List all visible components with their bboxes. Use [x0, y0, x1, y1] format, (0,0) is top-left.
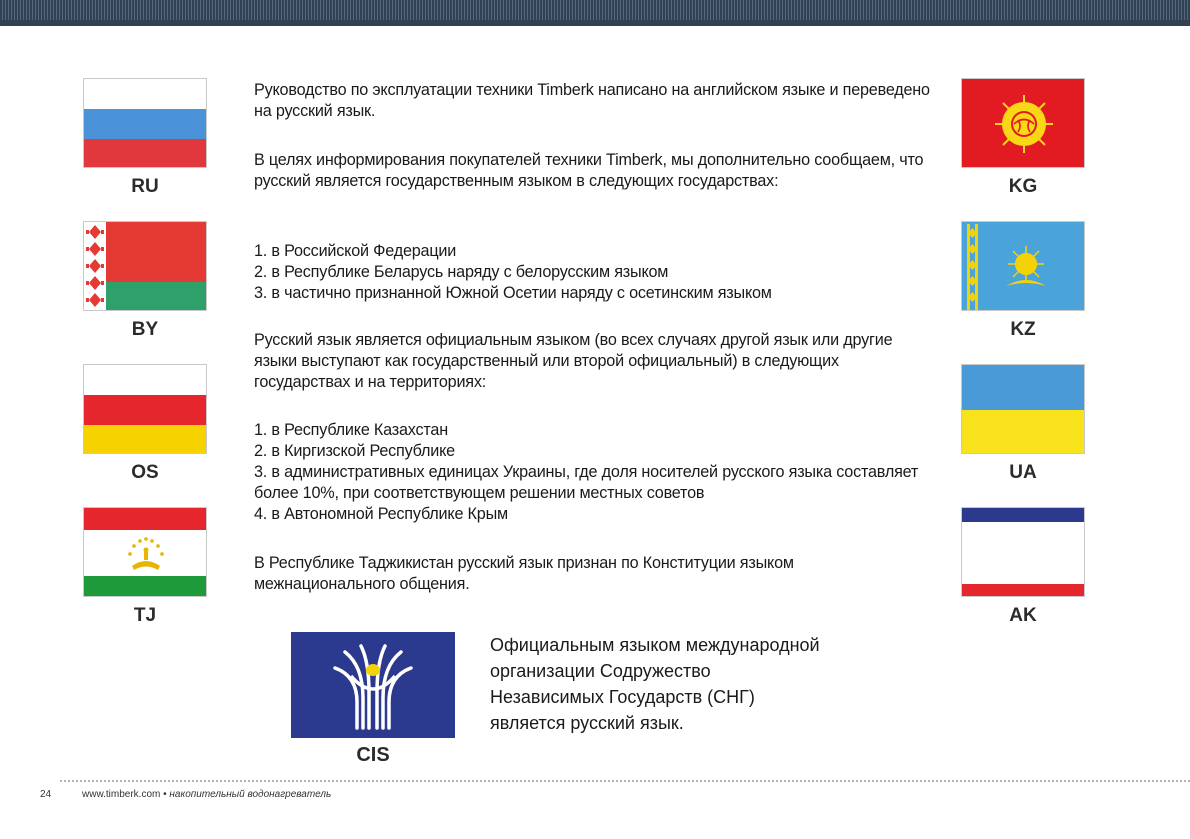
- paragraph-state-language: В целях информирования покупателей техники Timberk, мы дополнительно сообщаем, что русский является государственным языком в следующих государствах:: [254, 151, 924, 190]
- list-item: 2. в Республике Беларусь наряду с белорусским языком: [254, 263, 669, 281]
- cis-text-line: Официальным языком международной: [490, 635, 820, 655]
- intro-paragraph: [254, 80, 934, 122]
- cis-text-line: Независимых Государств (СНГ): [490, 687, 755, 707]
- tajikistan-paragraph: [254, 553, 934, 595]
- state-language-paragraph: [254, 150, 934, 192]
- paragraph-english-manual: Руководство по эксплуатации техники Timberk написано на английском языке и переведено на русский язык.: [254, 81, 930, 120]
- list-item: 2. в Киргизской Республике: [254, 442, 455, 460]
- flag-code-kz: KZ: [1010, 319, 1036, 340]
- list-item: 1. в Российской Федерации: [254, 242, 457, 260]
- flag-ukraine: [961, 364, 1085, 454]
- page-number: 24: [40, 789, 52, 800]
- flag-code-by: BY: [131, 319, 159, 340]
- list-item: 3. в административных единицах Украины, где доля носителей русского языка составляет более 10%, при соответствующем решении местных советов: [254, 463, 919, 502]
- paragraph-official-language: Русский язык является официальным языком (во всех случаях другой язык или другие языки выступают как государственный или второй официальный) в следующих государствах и на территориях:: [254, 331, 893, 391]
- flag-code-os: OS: [131, 462, 159, 483]
- footer-site-link[interactable]: www.timberk.com: [82, 789, 161, 800]
- cis-text: [490, 632, 910, 736]
- state-language-list: [254, 241, 934, 304]
- paragraph-tajikistan: В Республике Таджикистан русский язык признан по Конституции языком межнационального общения.: [254, 554, 794, 593]
- cis-code: CIS: [356, 744, 390, 766]
- flag-code-ua: UA: [1009, 462, 1037, 483]
- flag-code-kg: KG: [1008, 176, 1038, 197]
- flag-code-tj: TJ: [133, 605, 157, 626]
- footer: [40, 789, 331, 800]
- list-item: 1. в Республике Казахстан: [254, 421, 448, 439]
- flag-crimea: [961, 507, 1085, 597]
- footer-divider: [60, 780, 1190, 782]
- footer-separator: •: [160, 789, 170, 800]
- flag-belarus: [83, 221, 207, 311]
- footer-subtitle: накопительный водонагреватель: [169, 789, 332, 800]
- flag-south-ossetia: [83, 364, 207, 454]
- flag-russia: [83, 78, 207, 168]
- flag-kyrgyzstan: [961, 78, 1085, 168]
- cis-text-line: является русский язык.: [490, 713, 684, 733]
- flag-tajikistan: [83, 507, 207, 597]
- header-bar-base: [0, 20, 1190, 26]
- cis-text-line: организации Содружество: [490, 661, 711, 681]
- flag-kazakhstan: [961, 221, 1085, 311]
- cis-emblem: [291, 632, 455, 738]
- flag-code-ru: RU: [131, 176, 159, 197]
- list-item: 4. в Автономной Республике Крым: [254, 505, 508, 523]
- official-language-list: [254, 420, 934, 525]
- official-language-paragraph: [254, 330, 934, 393]
- list-item: 3. в частично признанной Южной Осетии наряду с осетинским языком: [254, 284, 772, 302]
- flag-code-ak: AK: [1009, 605, 1037, 626]
